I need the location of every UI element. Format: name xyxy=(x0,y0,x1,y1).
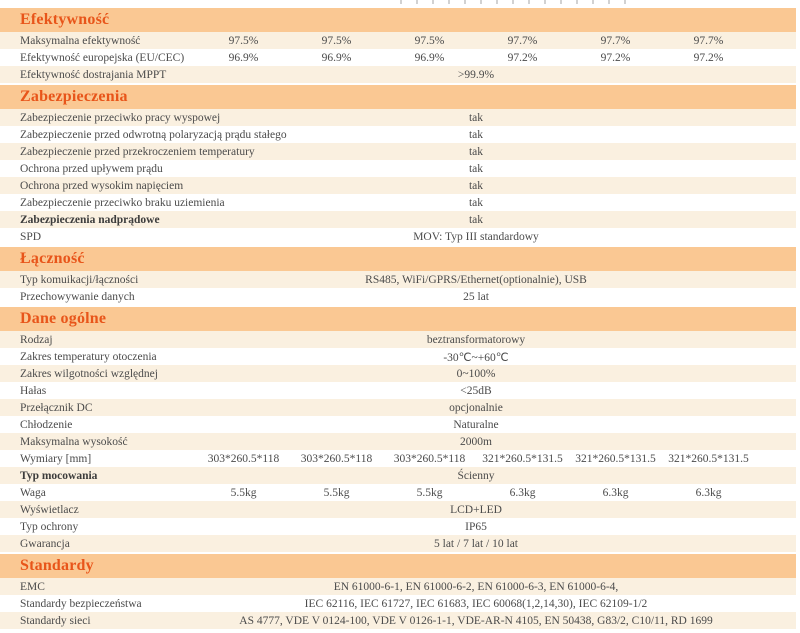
row-value: IEC 62116, IEC 61727, IEC 61683, IEC 60068(1,2,14,30), IEC 62109-1/2 xyxy=(304,597,648,610)
row-label: Zabezpieczenie przeciwko braku uziemienia xyxy=(20,196,225,209)
row-value: RS485, WiFi/GPRS/Ethernet(optionalnie), USB xyxy=(365,273,587,286)
spec-row xyxy=(0,331,796,348)
row-label: Standardy sieci xyxy=(20,614,91,627)
row-label: EMC xyxy=(20,580,45,593)
row-value: 96.9% xyxy=(321,51,352,64)
row-value: 2000m xyxy=(460,435,492,448)
row-value: Ścienny xyxy=(457,469,495,482)
row-value: 5.5kg xyxy=(230,486,257,499)
row-value: 6.3kg xyxy=(695,486,722,499)
spec-row xyxy=(0,143,796,160)
row-value: 97.7% xyxy=(507,34,538,47)
row-value: 97.2% xyxy=(600,51,631,64)
row-value: tak xyxy=(468,179,484,192)
row-value: 5 lat / 7 lat / 10 lat xyxy=(434,537,518,550)
row-label: Gwarancja xyxy=(20,537,70,550)
row-label: Standardy bezpieczeństwa xyxy=(20,597,142,610)
row-label: Zabezpieczenie przed odwrotną polaryzacją prądu stałego xyxy=(20,128,287,141)
spec-row xyxy=(0,32,796,49)
spec-row xyxy=(0,126,796,143)
row-value: tak xyxy=(468,111,484,124)
row-value: 6.3kg xyxy=(602,486,629,499)
section-title: Dane ogólne xyxy=(20,310,107,327)
row-label: Maksymalna efektywność xyxy=(20,34,141,47)
row-value: beztransformatorowy xyxy=(426,333,526,346)
spec-row xyxy=(0,535,796,552)
spec-row xyxy=(0,433,796,450)
row-value: >99.9% xyxy=(457,68,495,81)
spec-row xyxy=(0,211,796,228)
row-label: Ochrona przed upływem prądu xyxy=(20,162,163,175)
spec-row xyxy=(0,160,796,177)
row-value: 303*260.5*118 xyxy=(300,452,373,465)
section-title: Efektywność xyxy=(20,11,110,28)
row-value: tak xyxy=(468,162,484,175)
row-value: MOV: Typ III standardowy xyxy=(413,230,539,243)
row-value: 0~100% xyxy=(456,367,496,380)
row-label: Waga xyxy=(20,486,46,499)
row-label: Zabezpieczenie przed przekroczeniem temperatury xyxy=(20,145,255,158)
section-title: Łączność xyxy=(20,250,85,267)
row-label: Przełącznik DC xyxy=(20,401,93,414)
spec-row xyxy=(0,271,796,288)
row-value: 25 lat xyxy=(463,290,489,303)
spec-row xyxy=(0,399,796,416)
spec-row xyxy=(0,595,796,612)
row-value: tak xyxy=(468,145,484,158)
row-value: opcjonalnie xyxy=(449,401,503,414)
row-value: 5.5kg xyxy=(323,486,350,499)
section-header xyxy=(0,554,796,578)
row-label: Efektywność dostrajania MPPT xyxy=(20,68,167,81)
row-value: -30℃~+60℃ xyxy=(443,351,509,364)
row-value: 96.9% xyxy=(414,51,445,64)
row-value: IP65 xyxy=(465,520,487,533)
row-value: 97.7% xyxy=(600,34,631,47)
row-label: Wymiary [mm] xyxy=(20,452,92,465)
spec-row xyxy=(0,194,796,211)
section-header xyxy=(0,307,796,331)
row-label: Typ mocowania xyxy=(20,469,98,482)
spec-row xyxy=(0,109,796,126)
spec-row xyxy=(0,612,796,629)
row-label: Zakres wilgotności względnej xyxy=(20,367,158,380)
spec-row xyxy=(0,288,796,305)
spec-row xyxy=(0,484,796,501)
top-margin xyxy=(0,0,796,6)
spec-row xyxy=(0,365,796,382)
row-value: 5.5kg xyxy=(416,486,443,499)
row-label: Hałas xyxy=(20,384,47,397)
row-value: 96.9% xyxy=(228,51,259,64)
row-value: 303*260.5*118 xyxy=(393,452,466,465)
row-label: Maksymalna wysokość xyxy=(20,435,128,448)
spec-table xyxy=(0,8,796,629)
row-value: 97.2% xyxy=(693,51,724,64)
row-value: Naturalne xyxy=(453,418,499,431)
spec-row xyxy=(0,348,796,365)
row-label: Zabezpieczenie przeciwko pracy wyspowej xyxy=(20,111,221,124)
row-label: Wyświetlacz xyxy=(20,503,79,516)
section-title: Zabezpieczenia xyxy=(20,88,128,105)
row-value: 97.5% xyxy=(321,34,352,47)
row-label: Rodzaj xyxy=(20,333,53,346)
row-value: 97.2% xyxy=(507,51,538,64)
spec-row xyxy=(0,450,796,467)
spec-row xyxy=(0,177,796,194)
row-value: tak xyxy=(468,213,484,226)
row-value: LCD+LED xyxy=(450,503,502,516)
spec-row xyxy=(0,416,796,433)
spec-row xyxy=(0,382,796,399)
row-value: 321*260.5*131.5 xyxy=(668,452,749,465)
row-label: Ochrona przed wysokim napięciem xyxy=(20,179,184,192)
row-value: 97.5% xyxy=(228,34,259,47)
cut-off-text-fragment xyxy=(400,0,640,4)
row-label: Typ ochrony xyxy=(20,520,79,533)
row-value: 303*260.5*118 xyxy=(207,452,280,465)
row-label: Efektywność europejska (EU/CEC) xyxy=(20,51,185,64)
section-header xyxy=(0,85,796,109)
spec-row xyxy=(0,228,796,245)
row-value: 97.7% xyxy=(693,34,724,47)
spec-row xyxy=(0,66,796,83)
spec-row xyxy=(0,467,796,484)
spec-row xyxy=(0,578,796,595)
row-label: Typ komuikacji/łączności xyxy=(20,273,139,286)
section-header xyxy=(0,8,796,32)
section-title: Standardy xyxy=(20,557,94,574)
row-value: tak xyxy=(468,128,484,141)
row-value: <25dB xyxy=(460,384,492,397)
row-value: 6.3kg xyxy=(509,486,536,499)
row-value: 321*260.5*131.5 xyxy=(482,452,563,465)
row-label: Chłodzenie xyxy=(20,418,73,431)
section-header xyxy=(0,247,796,271)
row-value: tak xyxy=(468,196,484,209)
row-label: SPD xyxy=(20,230,42,243)
row-label: Przechowywanie danych xyxy=(20,290,135,303)
row-label: Zakres temperatury otoczenia xyxy=(20,350,157,363)
spec-row xyxy=(0,501,796,518)
row-value: 97.5% xyxy=(414,34,445,47)
row-value: EN 61000-6-1, EN 61000-6-2, EN 61000-6-3, EN 61000-6-4, xyxy=(333,580,619,593)
spec-row xyxy=(0,49,796,66)
row-value: AS 4777, VDE V 0124-100, VDE V 0126-1-1, VDE-AR-N 4105, EN 50438, G83/2, C10/11, RD 1699 xyxy=(239,614,713,627)
spec-row xyxy=(0,518,796,535)
row-label: Zabezpieczenia nadprądowe xyxy=(20,213,160,226)
row-value: 321*260.5*131.5 xyxy=(575,452,656,465)
